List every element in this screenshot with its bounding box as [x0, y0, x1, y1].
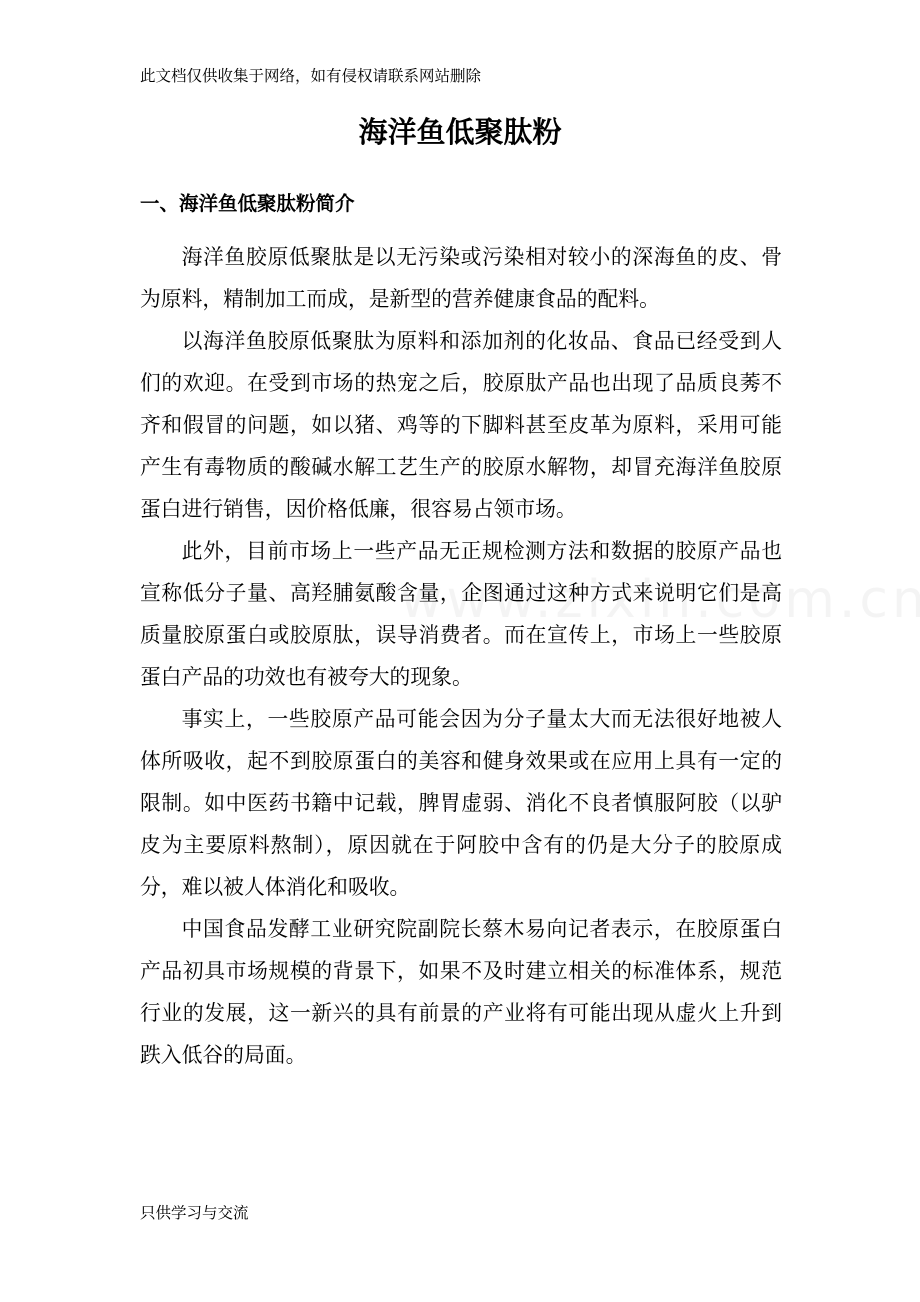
paragraph-standards: 中国食品发酵工业研究院副院长蔡木易向记者表示，在胶原蛋白产品初具市场规模的背景下，如果不及时建立相关的标准体系，规范行业的发展，这一新兴的具有前景的产业将有可能出现从虚火上升到跌入低谷的局面。 — [140, 917, 782, 1067]
paragraph-intro: 海洋鱼胶原低聚肽是以无污染或污染相对较小的深海鱼的皮、骨为原料，精制加工而成，是新型的营养健康食品的配料。 — [140, 245, 782, 311]
paragraph-absorption: 事实上，一些胶原产品可能会因为分子量太大而无法很好地被人体所吸收，起不到胶原蛋白的美容和健身效果或在应用上具有一定的限制。如中医药书籍中记载，脾胃虚弱、消化不良者慎服阿胶（以驴皮为主要原料熬制），原因就在于阿胶中含有的仍是大分子的胶原成分，难以被人体消化和吸收。 — [140, 707, 782, 899]
paragraph-market: 以海洋鱼胶原低聚肽为原料和添加剂的化妆品、食品已经受到人们的欢迎。在受到市场的热宠之后，胶原肽产品也出现了品质良莠不齐和假冒的问题，如以猪、鸡等的下脚料甚至皮革为原料，采用可能产生有毒物质的酸碱水解工艺生产的胶原水解物，却冒充海洋鱼胶原蛋白进行销售，因价格低廉，很容易占领市场。 — [140, 329, 782, 521]
body-text — [140, 236, 782, 1076]
paragraph-claims: 此外，目前市场上一些产品无正规检测方法和数据的胶原产品也宣称低分子量、高羟脯氨酸含量，企图通过这种方式来说明它们是高质量胶原蛋白或胶原肽，误导消费者。而在宣传上，市场上一些胶原蛋白产品的功效也有被夸大的现象。 — [140, 539, 782, 689]
footer-note: 只供学习与交流 — [140, 1204, 249, 1222]
document-title: 海洋鱼低聚肽粉 — [358, 115, 562, 149]
section-heading: 一、海洋鱼低聚肽粉简介 — [140, 192, 355, 215]
header-disclaimer: 此文档仅供收集于网络，如有侵权请联系网站删除 — [140, 67, 482, 85]
